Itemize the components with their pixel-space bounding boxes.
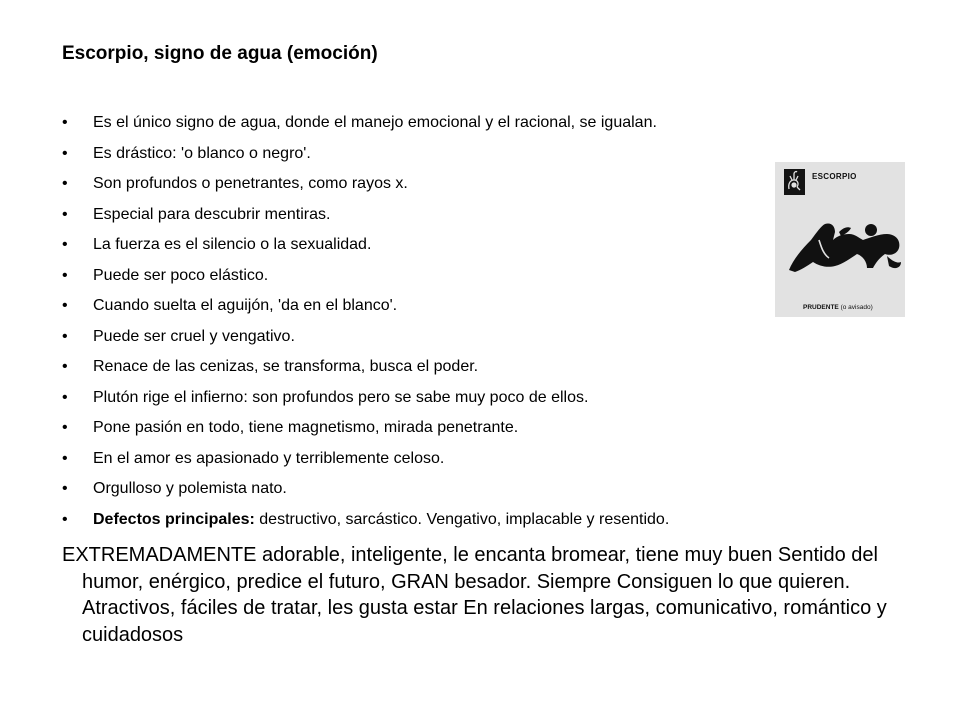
scorpio-image-card (775, 162, 905, 317)
bullet-marker: • (62, 480, 68, 497)
bullet-text: Renace de las cenizas, se transforma, busca el poder. (93, 358, 479, 375)
list-item (62, 444, 922, 475)
bullet-marker: • (62, 236, 68, 253)
bullet-marker: • (62, 297, 68, 314)
bullet-text: Cuando suelta el aguijón, 'da en el blanco'. (93, 297, 398, 314)
list-item (62, 383, 922, 414)
closing-paragraph: EXTREMADAMENTE adorable, inteligente, le encanta bromear, tiene muy buen Sentido del humor, enérgico, predice el futuro, GRAN besador. Siempre Consiguen lo que quieren. Atractivos, fáciles de tratar, les gusta estar En relaciones largas, comunicativo, romántico y cuidadosos (62, 544, 887, 646)
bullet-text: Puede ser cruel y vengativo. (93, 327, 295, 345)
scorpion-icon (784, 169, 805, 195)
bullet-text: Son profundos o penetrantes, como rayos x. (93, 175, 408, 192)
bullet-text: Es drástico: 'o blanco o negro'. (93, 144, 311, 162)
bullet-text: Es el único signo de agua, donde el manejo emocional y el racional, se igualan. (93, 114, 657, 131)
bullet-marker: • (62, 510, 68, 528)
defects-item (62, 505, 922, 536)
bullet-text: Puede ser poco elástico. (93, 266, 269, 284)
defects-label: Defectos principales: (93, 510, 255, 528)
bullet-marker: • (62, 205, 68, 223)
card-caption (803, 304, 873, 311)
bullet-text: Orgulloso y polemista nato. (93, 480, 287, 497)
bullet-marker: • (62, 327, 68, 345)
bullet-marker: • (62, 419, 68, 436)
list-item (62, 322, 922, 353)
bullet-marker: • (62, 144, 68, 162)
list-item (62, 474, 922, 505)
bullet-marker: • (62, 388, 68, 406)
bullet-marker: • (62, 114, 68, 131)
bullet-text: Pone pasión en todo, tiene magnetismo, mirada penetrante. (93, 419, 519, 436)
bullet-text: En el amor es apasionado y terriblemente celoso. (93, 449, 445, 467)
defects-text: destructivo, sarcástico. Vengativo, implacable y resentido. (254, 510, 670, 528)
list-item (62, 108, 922, 139)
bullet-marker: • (62, 266, 68, 284)
bullet-text: La fuerza es el silencio o la sexualidad. (93, 236, 372, 253)
list-item (62, 413, 922, 444)
bullet-marker: • (62, 449, 68, 467)
card-caption-main: PRUDENTE (803, 304, 839, 311)
card-caption-sub: (o avisado) (840, 304, 873, 311)
card-title: ESCORPIO (812, 172, 857, 181)
bullet-marker: • (62, 175, 68, 192)
bullet-marker: • (62, 358, 68, 375)
slide-title: Escorpio, signo de agua (emoción) (62, 43, 378, 64)
list-item (62, 352, 922, 383)
bullet-text: Plutón rige el infierno: son profundos pero se sabe muy poco de ellos. (93, 388, 589, 406)
bullet-text: Especial para descubrir mentiras. (93, 205, 331, 223)
crouching-figure-illustration (783, 210, 905, 280)
